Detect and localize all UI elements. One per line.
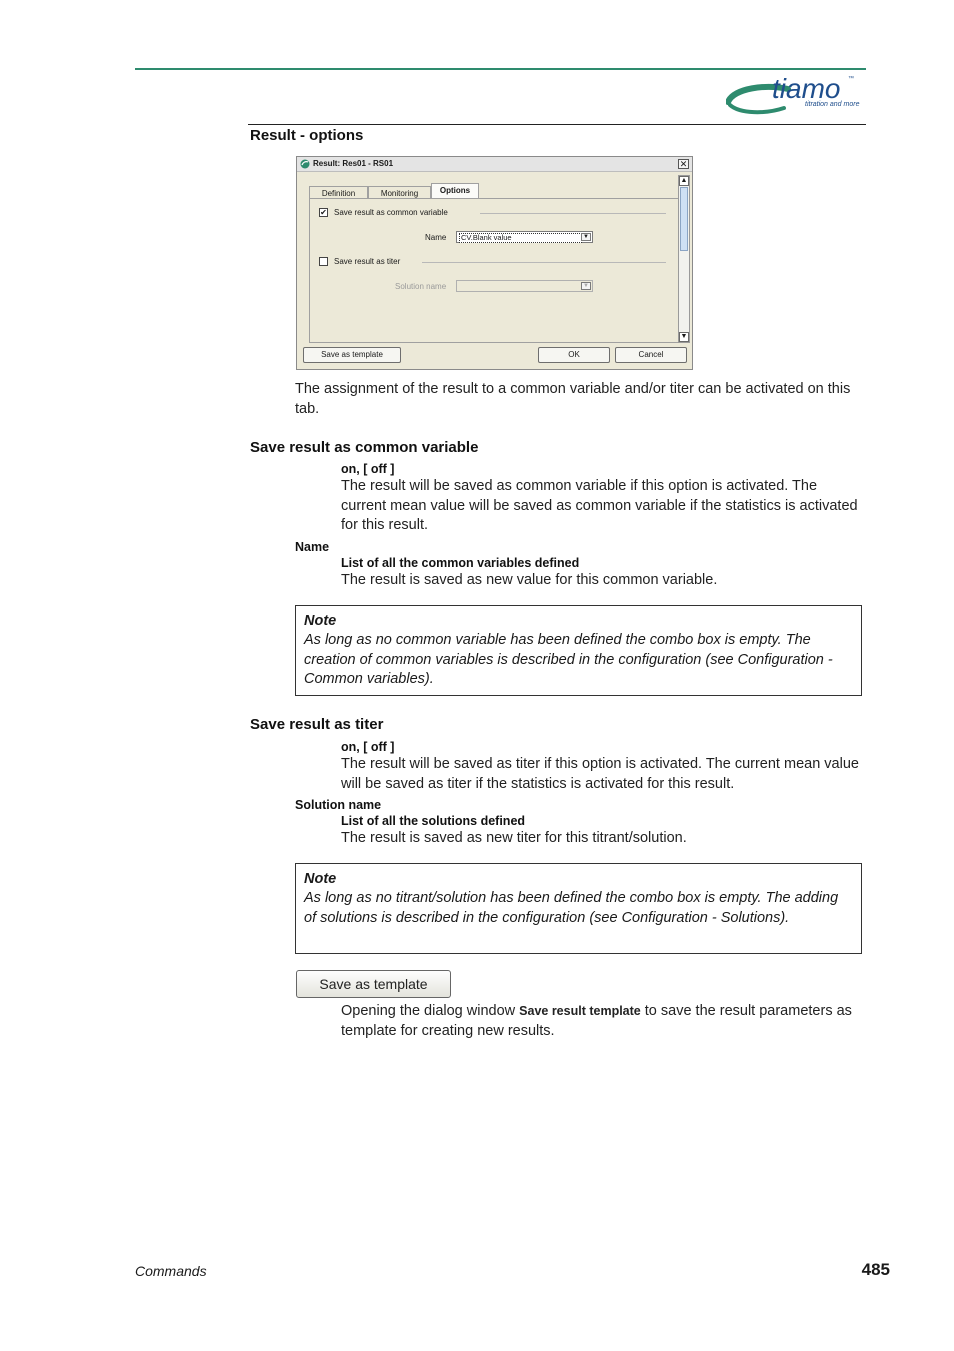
options-panel (309, 198, 679, 343)
name-param-label: Name (295, 540, 330, 554)
titer-checkbox[interactable] (319, 257, 328, 266)
note-title: Note (304, 613, 337, 629)
save-template-description (341, 1002, 861, 1041)
logo-trademark: ™ (848, 76, 854, 82)
name-combo-value: CV.Blank value (459, 233, 582, 243)
common-variable-label: Save result as common variable (334, 208, 448, 217)
common-variable-description: The result will be saved as common variable if this option is activated. The current mean value will be saved as common variable if the statistics is activated for this result. (341, 478, 858, 533)
note-text: As long as no titrant/solution has been defined the combo box is empty. The adding of solutions is described in the configuration (see Configuration - Solutions). (304, 890, 839, 926)
solution-name-combo[interactable] (456, 280, 593, 292)
save-as-template-button[interactable]: Save as template (296, 970, 451, 998)
name-combo[interactable] (456, 231, 593, 243)
note-title: Note (304, 871, 337, 887)
tab-monitoring[interactable]: Monitoring (368, 186, 431, 199)
scroll-down-icon[interactable]: ▼ (680, 333, 688, 340)
solution-param-description: The result is saved as new titer for this titrant/solution. (341, 830, 687, 846)
titer-label: Save result as titer (334, 257, 401, 266)
dialog-scrollbar[interactable] (678, 175, 690, 343)
section-title: Result - options (250, 127, 364, 144)
tiamo-logo (726, 72, 866, 116)
intro-paragraph: The assignment of the result to a common variable and/or titer can be activated on this tab. (295, 381, 851, 417)
save-template-text-after: to save the result parameters as template for creating new results. (341, 1003, 852, 1039)
ok-button[interactable]: OK (538, 347, 610, 363)
app-icon (300, 159, 310, 169)
logo-tagline: titration and more (805, 101, 860, 108)
name-label: Name (425, 233, 447, 242)
save-template-text-before: Opening the dialog window (341, 1003, 520, 1019)
name-param-description: The result is saved as new value for this common variable. (341, 572, 718, 588)
note-text: As long as no common variable has been defined the combo box is empty. The creation of common variables is described in the configuration (see Configuration - Common variables). (304, 632, 833, 687)
titer-heading: Save result as titer (250, 716, 384, 733)
titer-description: The result will be saved as titer if this option is activated. The current mean value will be saved as titer if the statistics is activated for this result. (341, 756, 859, 792)
note-box (295, 605, 862, 696)
save-as-template-button[interactable]: Save as template (303, 347, 401, 363)
common-variable-values: on, [ off ] (341, 462, 395, 476)
common-variable-heading: Save result as common variable (250, 439, 479, 456)
solution-param-label: Solution name (295, 798, 382, 812)
note-box (295, 863, 862, 954)
page-number: 485 (861, 1260, 890, 1279)
footer-section: Commands (135, 1263, 207, 1279)
logo-swoosh-icon (726, 72, 866, 116)
common-variable-checkbox[interactable]: ✔ (320, 208, 327, 217)
solution-name-label: Solution name (395, 282, 447, 291)
dialog-titlebar (297, 157, 692, 172)
result-dialog (296, 156, 693, 370)
dialog-title: Result: Res01 - RS01 (313, 159, 394, 168)
scroll-thumb[interactable] (680, 187, 688, 251)
logo-wordmark: tiamo (772, 73, 841, 104)
tab-options[interactable]: Options (431, 183, 479, 198)
save-template-dialog-name: Save result template (519, 1004, 641, 1018)
scroll-up-icon[interactable]: ▲ (680, 177, 688, 184)
group-divider (422, 262, 666, 263)
chevron-down-icon: ▼ (581, 282, 591, 290)
chevron-down-icon[interactable]: ▼ (581, 233, 591, 241)
tab-definition[interactable]: Definition (309, 186, 368, 199)
close-icon[interactable]: ✕ (679, 159, 688, 169)
solution-param-values: List of all the solutions defined (341, 814, 526, 828)
name-param-values: List of all the common variables defined (341, 556, 580, 570)
cancel-button[interactable]: Cancel (615, 347, 687, 363)
group-divider (480, 213, 666, 214)
titer-values: on, [ off ] (341, 740, 395, 754)
header-rule (135, 68, 866, 70)
header-underline (248, 124, 866, 125)
